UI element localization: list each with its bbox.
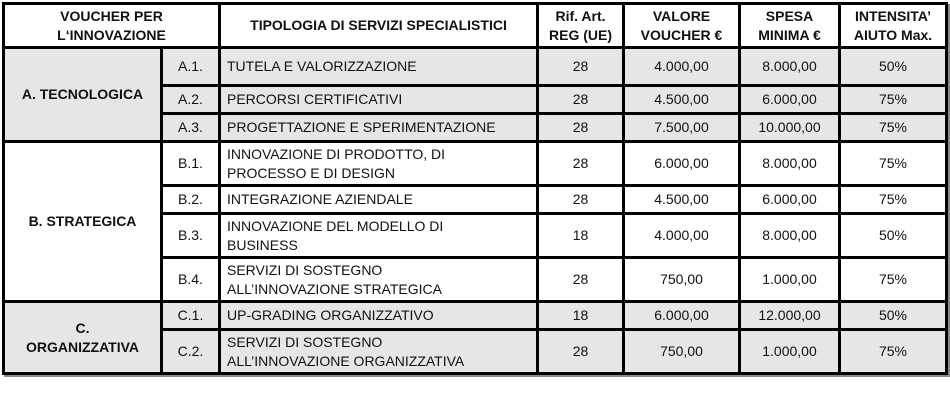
row-spesa: 6.000,00 xyxy=(740,186,840,214)
row-spesa: 12.000,00 xyxy=(740,302,840,330)
header-spesa-line2: MINIMA € xyxy=(758,26,821,43)
row-valore: 7.500,00 xyxy=(624,114,740,142)
row-rif: 18 xyxy=(538,214,624,258)
row-valore: 4.500,00 xyxy=(624,186,740,214)
row-rif: 28 xyxy=(538,330,624,374)
header-tipologia: TIPOLOGIA DI SERVIZI SPECIALISTICI xyxy=(220,4,538,48)
header-rif xyxy=(538,4,624,48)
header-intensita-line2: AIUTO Max. xyxy=(853,26,933,43)
row-rif: 28 xyxy=(538,186,624,214)
row-spesa: 8.000,00 xyxy=(740,48,840,86)
header-voucher-line2: L‘INNOVAZIONE xyxy=(57,26,166,43)
row-desc-line2: PROCESSO E DI DESIGN xyxy=(227,164,396,181)
row-desc xyxy=(220,214,538,258)
row-code: A.3. xyxy=(162,114,220,142)
row-desc-line2: ALL’INNOVAZIONE ORGANIZZATIVA xyxy=(227,352,465,369)
row-valore: 6.000,00 xyxy=(624,142,740,186)
row-desc-line1: INNOVAZIONE DI PRODOTTO, DI xyxy=(227,145,446,162)
table-row xyxy=(4,48,947,86)
row-desc: UP-GRADING ORGANIZZATIVO xyxy=(220,302,538,330)
row-code: B.3. xyxy=(162,214,220,258)
row-valore: 4.000,00 xyxy=(624,48,740,86)
group-label-c xyxy=(4,302,162,374)
row-desc-line1: SERVIZI DI SOSTEGNO xyxy=(227,261,383,278)
voucher-table-container xyxy=(2,2,948,375)
row-valore: 4.000,00 xyxy=(624,214,740,258)
row-intensita: 75% xyxy=(840,330,947,374)
row-rif: 28 xyxy=(538,258,624,302)
row-intensita: 50% xyxy=(840,214,947,258)
row-code: B.4. xyxy=(162,258,220,302)
row-intensita: 75% xyxy=(840,258,947,302)
row-desc: TUTELA E VALORIZZAZIONE xyxy=(220,48,538,86)
row-desc-line1: INNOVAZIONE DEL MODELLO DI xyxy=(227,217,444,234)
header-valore-line2: VOUCHER € xyxy=(640,26,723,43)
row-code: B.1. xyxy=(162,142,220,186)
row-valore: 6.000,00 xyxy=(624,302,740,330)
row-desc xyxy=(220,142,538,186)
row-spesa: 1.000,00 xyxy=(740,330,840,374)
row-intensita: 75% xyxy=(840,142,947,186)
group-label-b: B. STRATEGICA xyxy=(4,142,162,302)
header-rif-line1: Rif. Art. xyxy=(555,7,606,24)
voucher-table xyxy=(2,2,948,375)
row-intensita: 50% xyxy=(840,302,947,330)
row-code: B.2. xyxy=(162,186,220,214)
row-intensita: 75% xyxy=(840,114,947,142)
row-desc: PROGETTAZIONE E SPERIMENTAZIONE xyxy=(220,114,538,142)
header-spesa-line1: SPESA xyxy=(765,7,814,24)
row-valore: 4.500,00 xyxy=(624,86,740,114)
header-valore xyxy=(624,4,740,48)
header-row xyxy=(4,4,947,48)
row-code: C.1. xyxy=(162,302,220,330)
row-desc: PERCORSI CERTIFICATIVI xyxy=(220,86,538,114)
row-spesa: 10.000,00 xyxy=(740,114,840,142)
header-voucher-line1: VOUCHER PER xyxy=(60,7,163,24)
header-rif-line2: REG (UE) xyxy=(549,26,612,43)
row-valore: 750,00 xyxy=(624,258,740,302)
row-rif: 28 xyxy=(538,142,624,186)
row-desc-line2: BUSINESS xyxy=(227,236,298,253)
row-desc: INTEGRAZIONE AZIENDALE xyxy=(220,186,538,214)
header-intensita xyxy=(840,4,947,48)
row-desc xyxy=(220,258,538,302)
row-intensita: 75% xyxy=(840,86,947,114)
row-spesa: 8.000,00 xyxy=(740,214,840,258)
row-desc xyxy=(220,330,538,374)
table-row xyxy=(4,142,947,186)
row-intensita: 50% xyxy=(840,48,947,86)
row-desc-line1: SERVIZI DI SOSTEGNO xyxy=(227,333,383,350)
header-valore-line1: VALORE xyxy=(652,7,711,24)
table-row xyxy=(4,302,947,330)
row-intensita: 75% xyxy=(840,186,947,214)
group-label-a: A. TECNOLOGICA xyxy=(4,48,162,142)
row-code: A.1. xyxy=(162,48,220,86)
row-rif: 28 xyxy=(538,114,624,142)
row-rif: 28 xyxy=(538,86,624,114)
header-voucher xyxy=(4,4,220,48)
row-valore: 750,00 xyxy=(624,330,740,374)
row-spesa: 6.000,00 xyxy=(740,86,840,114)
row-rif: 28 xyxy=(538,48,624,86)
group-label-c-line1: C. xyxy=(75,319,90,336)
row-desc-line2: ALL’INNOVAZIONE STRATEGICA xyxy=(227,280,442,297)
row-spesa: 1.000,00 xyxy=(740,258,840,302)
group-label-c-line2: ORGANIZZATIVA xyxy=(25,338,140,355)
header-intensita-line1: INTENSITA’ xyxy=(855,7,931,24)
row-code: A.2. xyxy=(162,86,220,114)
header-spesa xyxy=(740,4,840,48)
row-spesa: 8.000,00 xyxy=(740,142,840,186)
row-code: C.2. xyxy=(162,330,220,374)
row-rif: 18 xyxy=(538,302,624,330)
